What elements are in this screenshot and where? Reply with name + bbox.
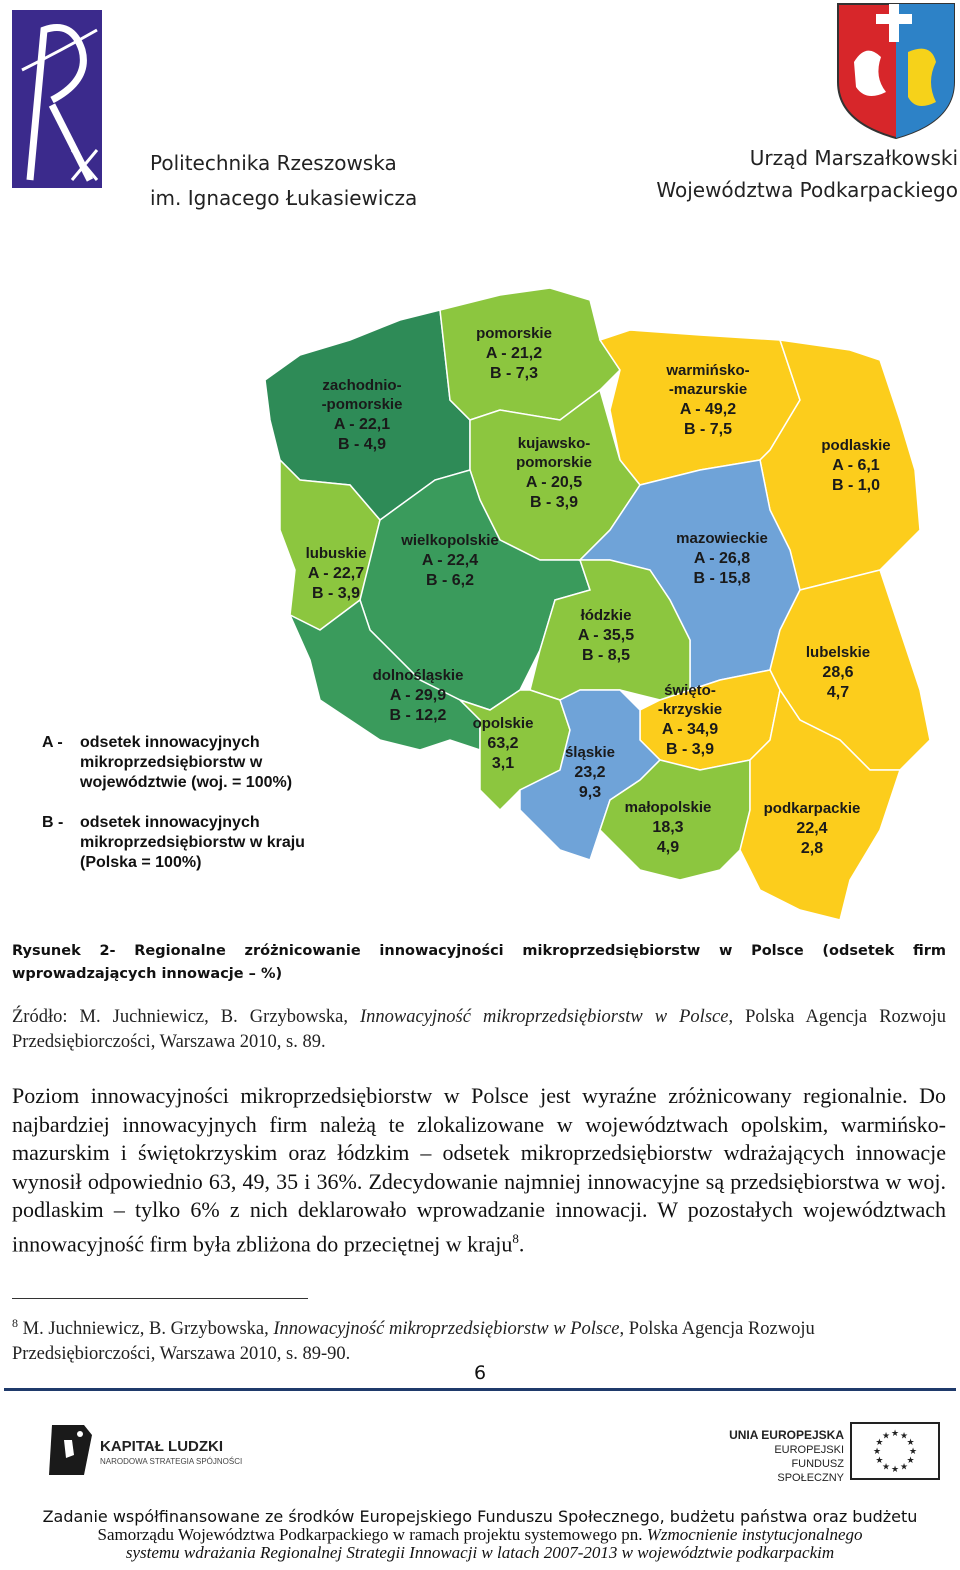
footnote-title: Innowacyjność mikroprzedsiębiorstw w Polsce xyxy=(273,1319,620,1340)
eu-star-icon: ★ xyxy=(908,1447,918,1457)
legend-b-letter: B - xyxy=(42,814,64,831)
region-value-b: B - 7,5 xyxy=(683,421,733,438)
eu-fund-logo xyxy=(726,1422,940,1484)
region-name-label: pomorskie xyxy=(476,325,552,342)
region-name-label: zachodnio- xyxy=(322,377,402,394)
body-end: . xyxy=(518,1230,525,1256)
region-value-a: 28,6 xyxy=(822,664,854,681)
legend-b-text xyxy=(80,813,305,873)
source-title: Innowacyjność mikroprzedsiębiorstw w Polsce xyxy=(360,1007,729,1027)
region-value-a: A - 49,2 xyxy=(679,401,737,418)
region-value-b: B - 6,2 xyxy=(425,572,475,589)
region-name-label: święto- xyxy=(664,682,716,699)
body-paragraph xyxy=(12,1082,946,1258)
region-value-a: A - 6,1 xyxy=(832,457,880,474)
legend-a-line: odsetek innowacyjnych xyxy=(80,734,260,751)
eu-flag-icon xyxy=(850,1422,940,1480)
region-name-label: lubelskie xyxy=(805,644,871,661)
footer-divider xyxy=(4,1388,956,1391)
region-value-a: A - 20,5 xyxy=(525,474,583,491)
legend-a-letter: A - xyxy=(42,734,63,751)
region-name-label: śląskie xyxy=(564,744,616,761)
region-value-b: B - 7,3 xyxy=(489,365,539,382)
footnote-ref[interactable]: 8 xyxy=(512,1230,519,1246)
eu-star-icon: ★ xyxy=(875,1438,884,1448)
region-value-a: 63,2 xyxy=(487,735,519,752)
footnote-prefix: M. Juchniewicz, B. Grzybowska, xyxy=(18,1319,274,1340)
region-value-a: A - 29,9 xyxy=(389,687,447,704)
region-value-a: 22,4 xyxy=(796,820,828,837)
body-text: Poziom innowacyjności mikroprzedsiębiorstw w Polsce jest wyraźne zróżnicowany regionalnie. Do najbardziej innowacyjnych firm należą te zlokalizowane w województwach opolskim, warmińsko-mazurskim i świętokrzyskim oraz łódzkim – odsetek mikroprzedsiębiorstw wdrażających innowacje wynosił odpowiednio 63, 49, 35 i 36%. Zdecydowanie najmniej innowacyjne są przedsiębiorstwa w woj. podlaskim – tylko 6% z nich deklarowało wprowadzanie innowacji. W pozostałych województwach innowacyjność firm była zbliżona do przeciętnej w kraju xyxy=(12,1083,946,1256)
legend-a-line: mikroprzedsiębiorstw w xyxy=(80,754,263,771)
region-value-b: 4,7 xyxy=(826,684,850,701)
region-name-label: -krzyskie xyxy=(657,701,723,718)
region-value-a: A - 35,5 xyxy=(577,627,635,644)
office-name-line2: Województwa Podkarpackiego xyxy=(656,178,958,202)
source-prefix: Źródło: M. Juchniewicz, B. Grzybowska, xyxy=(12,1007,360,1027)
region-name-label: podkarpackie xyxy=(763,800,861,817)
region-value-b: 2,8 xyxy=(800,840,824,857)
region-value-b: 9,3 xyxy=(578,784,602,801)
region-name-label: kujawsko- xyxy=(517,435,591,452)
region-value-b: B - 8,5 xyxy=(581,647,631,664)
kapital-ludzki-title: KAPITAŁ LUDZKI xyxy=(100,1438,224,1455)
region-name-label: mazowieckie xyxy=(676,530,768,547)
page-number: 6 xyxy=(473,1362,487,1384)
funding-line2-italic: Wzmocnienie instytucjonalnego xyxy=(646,1525,863,1544)
office-name xyxy=(656,142,958,206)
eu-line2: EUROPEJSKI xyxy=(774,1444,844,1456)
eu-star-icon: ★ xyxy=(881,1431,891,1442)
eu-star-icon: ★ xyxy=(906,1456,915,1466)
region-name-label: -mazurskie xyxy=(668,381,748,398)
kapital-ludzki-icon xyxy=(44,1420,94,1480)
region-value-a: A - 34,9 xyxy=(661,721,719,738)
funding-line2-prefix: Samorządu Województwa Podkarpackiego w ramach projektu systemowego pn. xyxy=(97,1525,647,1544)
figure-caption: Rysunek 2- Regionalne zróżnicowanie innowacyjności mikroprzedsiębiorstw w Polsce (odsetek firm wprowadzających innowacje – %) xyxy=(12,943,946,982)
region-name-label: lubuskie xyxy=(305,545,367,562)
eu-star-icon: ★ xyxy=(899,1462,909,1473)
region-value-a: A - 22,1 xyxy=(333,416,391,433)
coat-of-arms-logo xyxy=(836,2,956,140)
region-name-label: opolskie xyxy=(472,715,534,732)
region-value-b: B - 15,8 xyxy=(693,570,751,587)
region-value-b: B - 12,2 xyxy=(389,707,447,724)
legend-a-line: województwie (woj. = 100%) xyxy=(80,774,293,791)
region-value-b: B - 3,9 xyxy=(311,585,361,602)
footnote-divider xyxy=(12,1298,308,1299)
region-value-b: B - 1,0 xyxy=(831,477,881,494)
region-name-label: dolnośląskie xyxy=(372,667,464,684)
region-name-label: małopolskie xyxy=(624,799,712,816)
figure-source xyxy=(12,1005,946,1055)
region-value-a: A - 26,8 xyxy=(693,550,751,567)
region-value-b: 4,9 xyxy=(656,839,680,856)
footnote-number: 8 xyxy=(12,1316,18,1330)
office-name-line1: Urząd Marszałkowski xyxy=(749,146,958,170)
region-value-a: 18,3 xyxy=(652,819,684,836)
footnote-suffix: , Polska Agencja Rozwoju Przedsiębiorczości, Warszawa 2010, s. 89-90. xyxy=(12,1319,815,1365)
university-name-line1: Politechnika Rzeszowska xyxy=(150,151,397,175)
eu-star-icon: ★ xyxy=(899,1431,909,1442)
eu-star-icon: ★ xyxy=(872,1447,882,1457)
region-value-b: B - 3,9 xyxy=(529,494,579,511)
funding-note xyxy=(0,1508,960,1562)
eu-star-icon: ★ xyxy=(890,1465,900,1475)
region-name-label: wielkopolskie xyxy=(401,532,499,549)
eu-star-icon: ★ xyxy=(890,1429,900,1439)
university-name xyxy=(150,146,417,216)
region-name-label: pomorskie xyxy=(516,454,592,471)
region-value-a: 23,2 xyxy=(574,764,606,781)
legend-b-line: mikroprzedsiębiorstw w kraju xyxy=(80,834,305,851)
legend-a-text xyxy=(80,733,292,793)
eu-star-icon: ★ xyxy=(906,1438,915,1448)
region-value-a: A - 22,7 xyxy=(307,565,365,582)
legend-b-line: (Polska = 100%) xyxy=(80,854,202,871)
footnote xyxy=(12,1311,946,1367)
map-legend xyxy=(42,733,362,873)
region-value-b: 3,1 xyxy=(491,755,515,772)
region-name-label: -pomorskie xyxy=(321,396,403,413)
region-name-label: warmińsko- xyxy=(666,362,750,379)
source-suffix: , Polska Agencja Rozwoju Przedsiębiorczości, Warszawa 2010, s. 89. xyxy=(12,1007,946,1052)
university-logo xyxy=(12,10,102,188)
funding-line3: systemu wdrażania Regionalnej Strategii Innowacji w latach 2007-2013 w województwie podkarpackim xyxy=(125,1543,835,1562)
legend-b-line: odsetek innowacyjnych xyxy=(80,814,260,831)
region-value-a: A - 22,4 xyxy=(421,552,479,569)
eu-star-icon: ★ xyxy=(875,1456,884,1466)
eu-line3: FUNDUSZ SPOŁECZNY xyxy=(777,1458,844,1484)
kapital-ludzki-logo xyxy=(44,1420,264,1480)
eu-line1: UNIA EUROPEJSKA xyxy=(729,1428,844,1442)
region-value-b: B - 3,9 xyxy=(665,741,715,758)
kapital-ludzki-subtitle: NARODOWA STRATEGIA SPÓJNOŚCI xyxy=(100,1457,243,1466)
region-value-b: B - 4,9 xyxy=(337,436,387,453)
eu-star-icon: ★ xyxy=(881,1462,891,1473)
region-value-a: A - 21,2 xyxy=(485,345,543,362)
funding-line1: Zadanie współfinansowane ze środków Europejskiego Funduszu Społecznego, budżetu państwa oraz budżetu xyxy=(42,1507,918,1526)
region-name-label: podlaskie xyxy=(821,437,891,454)
region-name-label: łódzkie xyxy=(580,607,632,624)
university-name-line2: im. Ignacego Łukasiewicza xyxy=(150,186,418,210)
funding-line2 xyxy=(0,1526,960,1544)
